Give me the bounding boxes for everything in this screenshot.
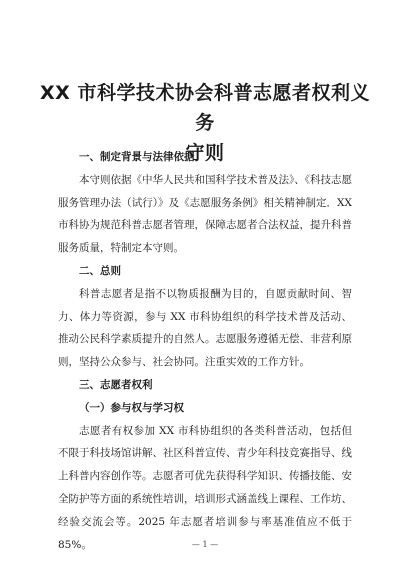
section-1-paragraph: 本守则依据《中华人民共和国科学技术普及法》、《科技志愿服务管理办法（试行）》及《志愿服务条例》相关精神制定．XX 市科协为规范科普志愿者管理，保障志愿者合法权益，提升科普服务质量，特制定本守则。 (58, 173, 352, 255)
section-2-paragraph: 科普志愿者是指不以物质报酬为目的，自愿贡献时间、智力、体力等资源，参与 XX 市科协组织的科学技术普及活动、推动公民科学素质提升的自然人。志愿服务遵循无偿、非营利原则，坚持公众参与、社会协同。注重实效的工作方针。 (58, 287, 352, 369)
title-line-2: 守则 (185, 142, 225, 164)
section-1-heading: 一、制定背景与法律依据 (79, 151, 195, 163)
document-body (58, 146, 352, 556)
page-number: — 1 — (191, 540, 219, 549)
title-line-1: XX 市科学技术协会科普志愿者权利义务 (40, 82, 370, 134)
section-3-paragraph: 志愿者有权参加 XX 市科协组织的各类科普活动，包括但不限于科技场馆讲解、社区科普宣传、青少年科技竞赛指导、线上科普内容创作等。志愿者可优先获得科学知识、传播技能、安全防护等方面的系统性培训，培训形式涵盖线上课程、工作坊、经验交流会等。2025 年志愿者培训参与率基准值应不低于 85%。 (58, 424, 352, 551)
section-2-heading: 二、总则 (79, 264, 121, 277)
section-3-subheading: （一）参与权与学习权 (79, 401, 184, 414)
section-3-heading: 三、志愿者权利 (79, 378, 153, 391)
